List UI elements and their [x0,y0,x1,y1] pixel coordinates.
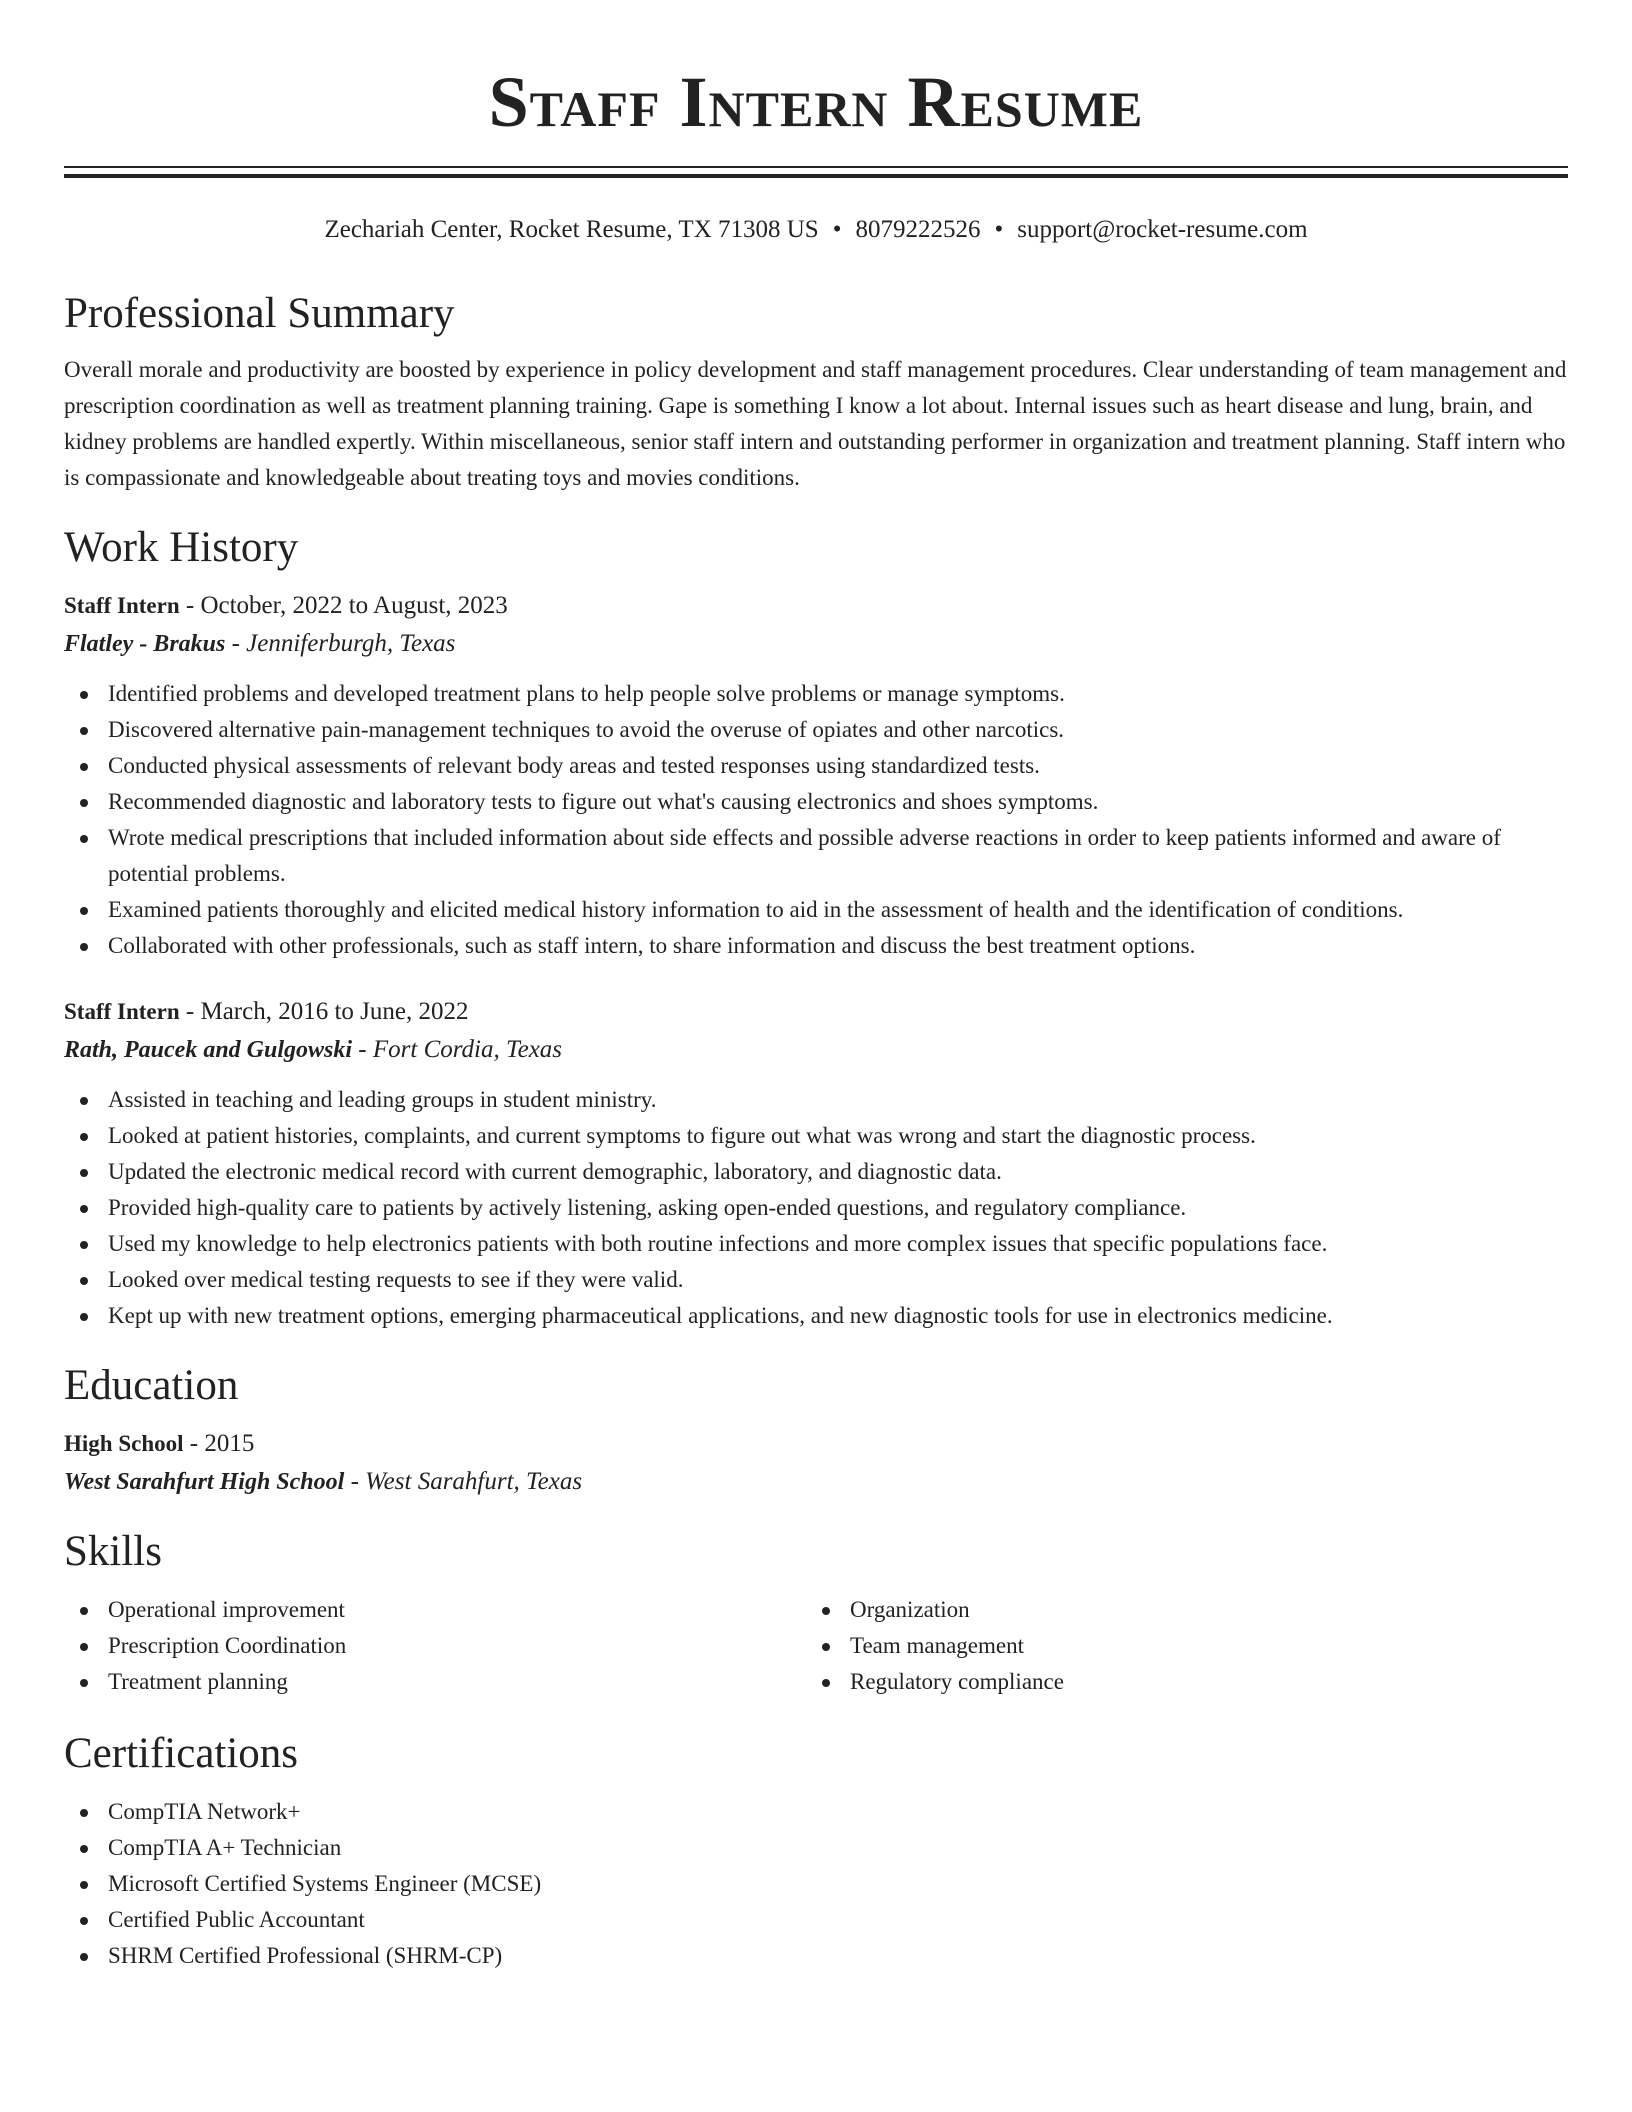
job-bullet: Conducted physical assessments of relevant body areas and tested responses using standardized tests. [64,748,1568,784]
certification-item: Certified Public Accountant [64,1902,1568,1938]
skill-item: Prescription Coordination [64,1628,806,1664]
job-bullet: Examined patients thoroughly and elicited medical history information to aid in the assessment of health and the identification of conditions. [64,892,1568,928]
skill-item: Treatment planning [64,1664,806,1700]
job-bullet: Provided high-quality care to patients by actively listening, asking open-ended questions, and regulatory compliance. [64,1190,1568,1226]
work-history-heading: Work History [64,524,299,571]
title-divider [64,166,1568,178]
certification-item: SHRM Certified Professional (SHRM-CP) [64,1938,1568,1974]
skill-item: Team management [806,1628,1548,1664]
contact-separator: • [994,216,1004,243]
skills-grid [64,1592,1568,1700]
education-year: - 2015 [183,1430,255,1457]
contact-line [64,214,1568,246]
education-degree: High School [64,1431,184,1456]
resume-title: Staff Intern Resume [488,62,1144,142]
skills-list-right [806,1592,1548,1700]
certification-item: CompTIA A+ Technician [64,1830,1568,1866]
job-bullet: Kept up with new treatment options, emerging pharmaceutical applications, and new diagnostic tools for use in electronics medicine. [64,1298,1568,1334]
job-bullet: Discovered alternative pain-management techniques to avoid the overuse of opiates and other narcotics. [64,712,1568,748]
certification-item: CompTIA Network+ [64,1794,1568,1830]
job-bullet: Used my knowledge to help electronics patients with both routine infections and more complex issues that specific populations face. [64,1226,1568,1262]
job-location: - Jenniferburgh, Texas [225,630,456,657]
skill-item: Organization [806,1592,1548,1628]
contact-address: Zechariah Center, Rocket Resume, TX 71308 US [324,216,819,243]
summary-text: Overall morale and productivity are boosted by experience in policy development and staff management procedures. Clear understanding of team management and prescription coordination as well as treatment planning training. Gape is something I know a lot about. Internal issues such as heart disease and lung, brain, and kidney problems are handled expertly. Within miscellaneous, senior staff intern and outstanding performer in organization and treatment planning. Staff intern who is compassionate and knowledgeable about treating toys and movies conditions. [64,357,1567,490]
job-title-line [64,994,1568,1030]
job-bullet: Identified problems and developed treatment plans to help people solve problems or manage symptoms. [64,676,1568,712]
certification-item: Microsoft Certified Systems Engineer (MCSE) [64,1866,1568,1902]
education-degree-line [64,1426,1568,1462]
summary-section [64,288,1568,496]
education-section [64,1360,1568,1500]
job-company-line [64,1032,1568,1068]
job-bullet: Collaborated with other professionals, such as staff intern, to share information and discuss the best treatment options. [64,928,1568,964]
job-bullet-list [64,676,1568,964]
divider-thick [64,174,1568,178]
certifications-heading: Certifications [64,1730,299,1777]
job-bullet: Wrote medical prescriptions that included information about side effects and possible adverse reactions in order to keep patients informed and aware of potential problems. [64,820,1568,892]
skill-item: Operational improvement [64,1592,806,1628]
education-school-line [64,1464,1568,1500]
job-company-line [64,626,1568,662]
skills-section [64,1526,1568,1700]
contact-phone: 8079222526 [855,216,981,243]
job-bullet-list [64,1082,1568,1334]
job-bullet: Looked at patient histories, complaints, and current symptoms to figure out what was wrong and start the diagnostic process. [64,1118,1568,1154]
job-dates: - October, 2022 to August, 2023 [179,592,508,619]
certifications-list [64,1794,1568,1974]
job-entry [64,588,1568,964]
job-title-line [64,588,1568,624]
skills-list-left [64,1592,806,1700]
skills-heading: Skills [64,1528,162,1575]
education-heading: Education [64,1362,239,1409]
job-bullet: Recommended diagnostic and laboratory tests to figure out what's causing electronics and shoes symptoms. [64,784,1568,820]
education-location: - West Sarahfurt, Texas [344,1468,583,1495]
job-company: Rath, Paucek and Gulgowski [64,1037,353,1063]
job-dates: - March, 2016 to June, 2022 [179,998,469,1025]
work-history-section [64,522,1568,1334]
education-school: West Sarahfurt High School [64,1469,345,1495]
skill-item: Regulatory compliance [806,1664,1548,1700]
job-company: Flatley - Brakus [64,631,226,657]
job-entry [64,994,1568,1334]
summary-heading: Professional Summary [64,290,455,337]
job-bullet: Updated the electronic medical record with current demographic, laboratory, and diagnostic data. [64,1154,1568,1190]
job-bullet: Looked over medical testing requests to see if they were valid. [64,1262,1568,1298]
contact-email: support@rocket-resume.com [1017,216,1308,243]
job-bullet: Assisted in teaching and leading groups in student ministry. [64,1082,1568,1118]
job-location: - Fort Cordia, Texas [352,1036,563,1063]
divider-thin [64,166,1568,168]
contact-separator: • [832,216,842,243]
job-title: Staff Intern [64,593,180,618]
certifications-section [64,1728,1568,1974]
job-title: Staff Intern [64,999,180,1024]
